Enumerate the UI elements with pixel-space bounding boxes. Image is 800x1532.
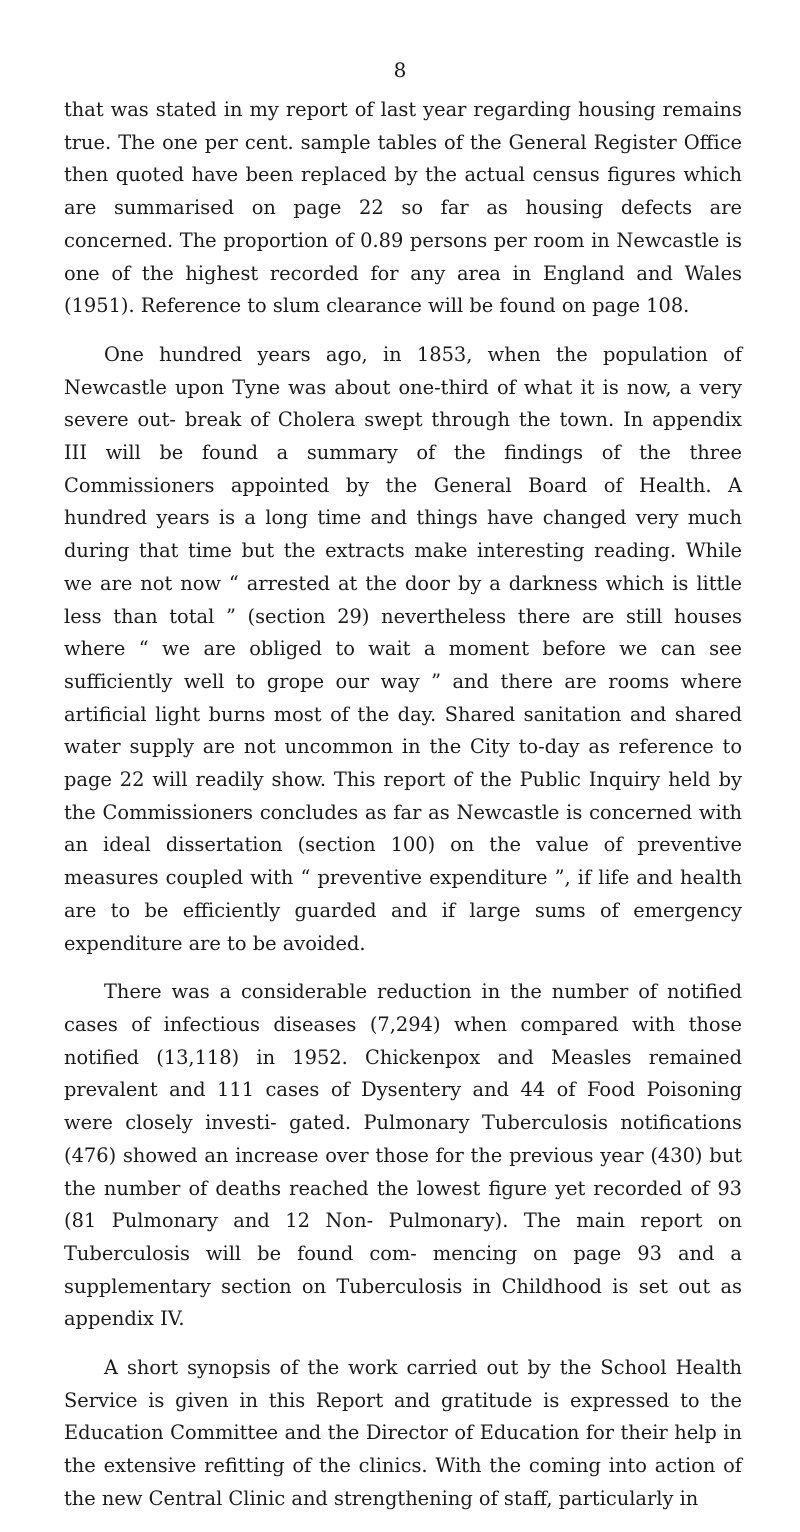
paragraph-cholera: One hundred years ago, in 1853, when the population of Newcastle upon Tyne was about one-third of what it is now, a very severe out- break of Cholera swept through the town. In appendix III will be found a summary of the findings of the three Commissioners appointed by the General Board of Health. A hundred years is a long time and things have changed very much during that time but the extracts make interesting reading. While we are not now “ arrested at the door by a darkness which is little less than total ” (section 29) nevertheless there are still houses where “ we are obliged to wait a moment before we can see sufficiently well to grope our way ” and there are rooms where artificial light burns most of the day. Shared sanitation and shared water supply are not uncommon in the City to-day as reference to page 22 will readily show. This report of the Public Inquiry held by the Commissioners concludes as far as Newcastle is concerned with an ideal dissertation (section 100) on the value of preventive measures coupled with “ preventive expenditure ”, if life and health are to be efficiently guarded and if large sums of emergency expenditure are to be avoided. [64, 342, 742, 955]
paragraph-housing: that was stated in my report of last year regarding housing remains true. The one per cent. sample tables of the General Register Office then quoted have been replaced by the actual census figures which are summarised on page 22 so far as housing defects are concerned. The proportion of 0.89 persons per room in Newcastle is one of the highest recorded for any area in England and Wales (1951). Reference to slum clearance will be found on page 108. [64, 98, 742, 318]
paragraph-infectious-diseases: There was a considerable reduction in the number of notified cases of infectious diseases (7,294) when compared with those notified (13,118) in 1952. Chickenpox and Measles remained prevalent and 111 cases of Dysentery and 44 of Food Poisoning were closely investi- gated. Pulmonary Tuberculosis notifications (476) showed an increase over those for the previous year (430) but the number of deaths reached the lowest figure yet recorded of 93 (81 Pulmonary and 12 Non- Pulmonary). The main report on Tuberculosis will be found com- mencing on page 93 and a supplementary section on Tuberculosis in Childhood is set out as appendix IV. [64, 980, 742, 1331]
paragraph-school-health: A short synopsis of the work carried out by the School Health Service is given in this Report and gratitude is expressed to the Education Committee and the Director of Education for their help in the extensive refitting of the clinics. With the coming into action of the new Central Clinic and strengthening of staff, particularly in [64, 1356, 742, 1510]
page-number: 8 [393, 58, 407, 82]
body-text [64, 94, 742, 1532]
